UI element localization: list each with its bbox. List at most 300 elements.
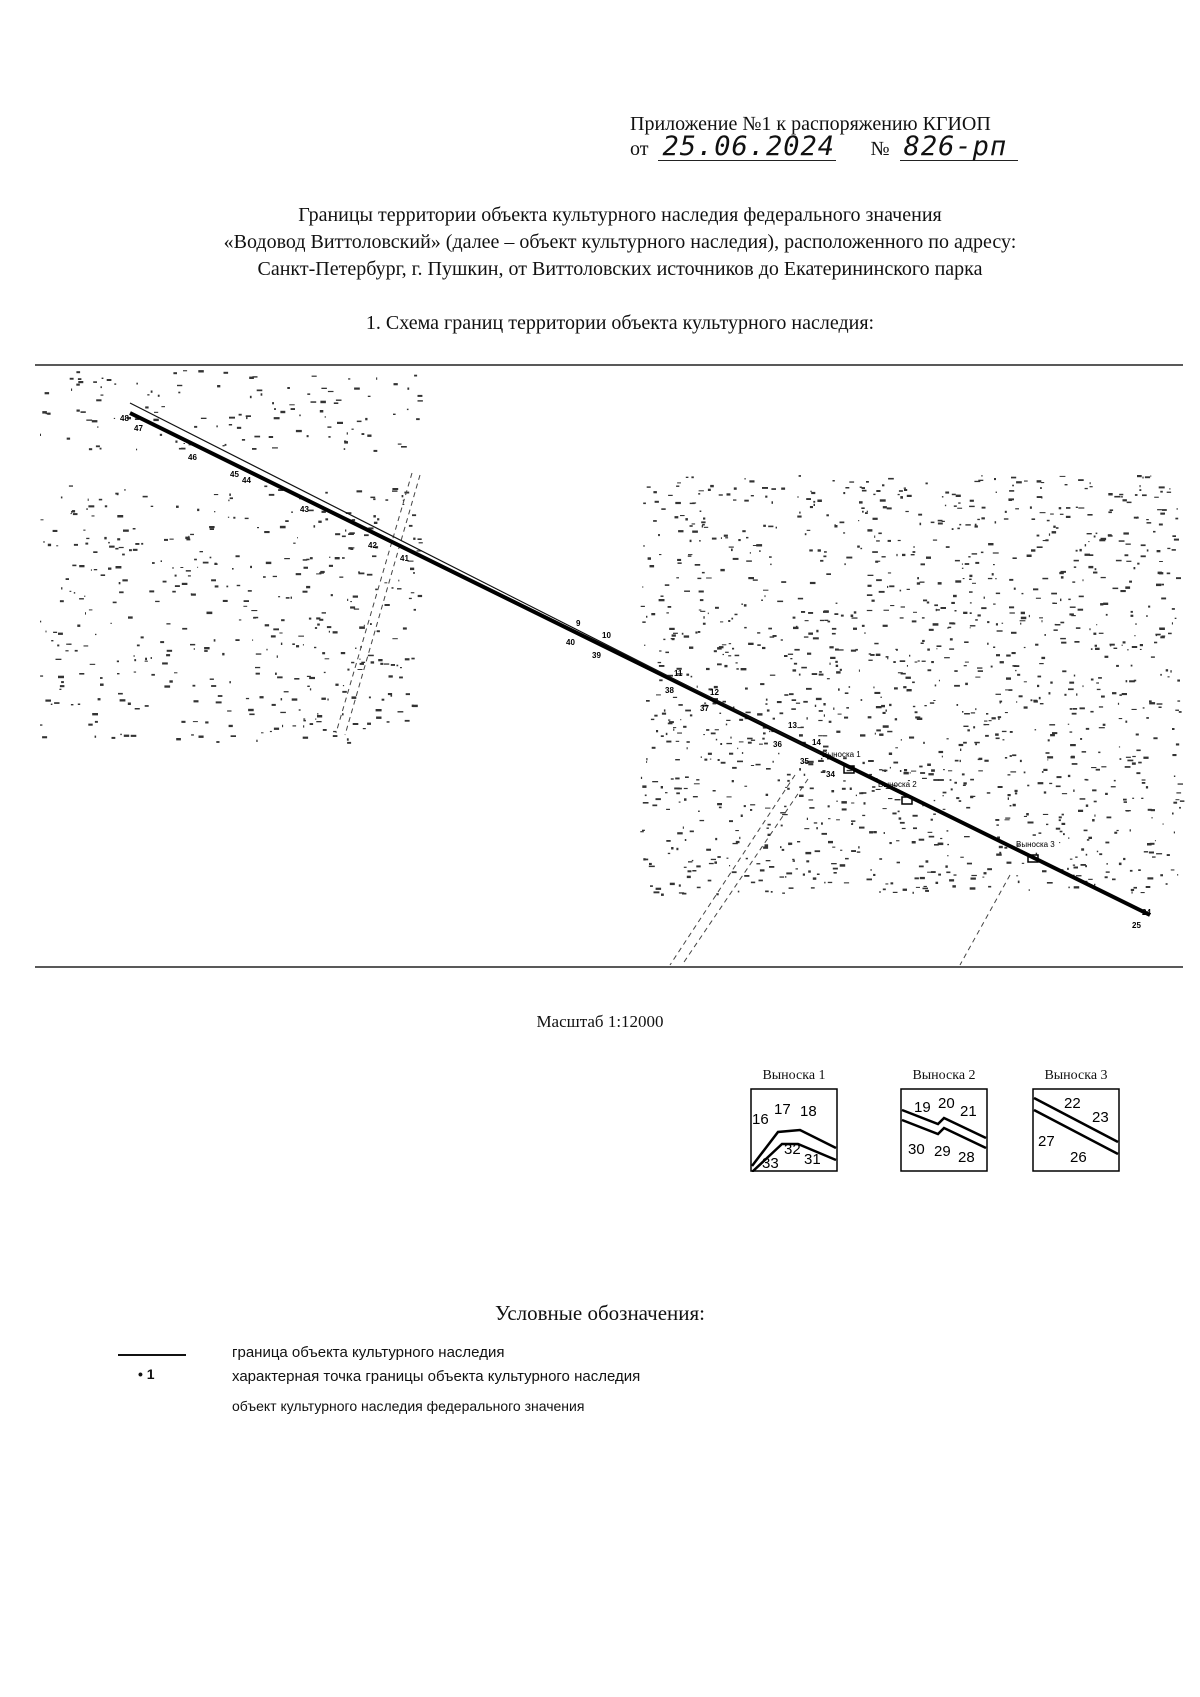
map-speckle (725, 652, 729, 653)
map-speckle (56, 545, 58, 546)
map-speckle (344, 448, 346, 450)
map-speckle (1016, 481, 1022, 483)
map-speckle (659, 554, 661, 555)
map-speckle (1092, 819, 1095, 822)
map-speckle (183, 370, 187, 371)
map-speckle (1122, 645, 1123, 646)
map-speckle (846, 707, 849, 709)
map-speckle (861, 792, 866, 794)
map-speckle (858, 846, 859, 848)
map-speckle (175, 585, 180, 587)
map-speckle (102, 378, 104, 379)
map-speckle (1024, 647, 1026, 648)
map-speckle (996, 623, 998, 625)
map-speckle (59, 689, 61, 690)
map-speckle (787, 788, 790, 790)
map-speckle (246, 698, 249, 699)
map-speckle (1091, 648, 1093, 650)
map-speckle (232, 568, 234, 570)
map-speckle (266, 649, 267, 651)
map-speckle (367, 723, 371, 725)
map-speckle (359, 626, 365, 629)
map-speckle (888, 478, 894, 480)
map-speckle (331, 594, 333, 596)
map-speckle (1101, 696, 1105, 698)
map-speckle (656, 730, 658, 732)
map-speckle (1032, 518, 1036, 520)
map-speckle (1142, 494, 1147, 496)
map-speckle (318, 521, 321, 523)
map-speckle (1132, 891, 1133, 893)
map-speckle (53, 632, 57, 633)
map-speckle (1166, 669, 1168, 671)
map-speckle (776, 527, 777, 529)
map-speckle (161, 406, 165, 407)
map-speckle (804, 828, 809, 829)
map-speckle (1015, 670, 1016, 671)
map-speckle (942, 756, 943, 758)
map-speckle (315, 719, 316, 720)
map-speckle (1076, 550, 1078, 552)
map-speckle (1054, 629, 1058, 631)
map-speckle (890, 605, 894, 606)
map-speckle (352, 696, 357, 699)
map-speckle (883, 889, 886, 891)
map-speckle (310, 557, 313, 559)
map-speckle (772, 501, 774, 504)
map-speckle (307, 435, 309, 437)
map-speckle (347, 669, 349, 671)
map-speckle (307, 393, 310, 395)
map-speckle (226, 586, 228, 588)
map-speckle (921, 643, 924, 645)
map-speckle (185, 537, 190, 540)
map-speckle (1068, 838, 1069, 839)
map-speckle (170, 539, 174, 540)
map-speckle (51, 704, 53, 705)
map-background-texture (40, 370, 1184, 896)
map-speckle (978, 670, 983, 672)
map-speckle (799, 475, 801, 477)
map-speckle (739, 837, 740, 839)
map-speckle (873, 687, 874, 689)
map-speckle (748, 643, 754, 645)
map-speckle (887, 586, 888, 588)
map-speckle (1042, 771, 1044, 773)
map-speckle (117, 515, 123, 518)
map-speckle (744, 786, 747, 787)
map-speckle (714, 650, 717, 652)
map-speckle (737, 761, 743, 763)
map-speckle (876, 706, 882, 708)
map-speckle (828, 805, 830, 807)
map-speckle (934, 604, 938, 606)
map-speckle (982, 877, 984, 878)
map-speckle (919, 766, 922, 768)
map-speckle (861, 507, 864, 509)
map-speckle (686, 674, 689, 676)
map-speckle (347, 432, 348, 434)
map-speckle (1046, 752, 1050, 754)
map-speckle (894, 687, 898, 689)
map-speckle (1141, 544, 1146, 546)
map-speckle (900, 660, 906, 662)
map-speckle (1080, 549, 1082, 552)
map-speckle (115, 548, 118, 550)
map-speckle (182, 583, 188, 585)
map-speckle (872, 790, 875, 792)
map-speckle (289, 404, 294, 405)
map-speckle (876, 579, 882, 581)
map-speckle (1008, 689, 1012, 691)
map-speckle (197, 509, 199, 511)
map-speckle (698, 811, 700, 812)
map-speckle (333, 731, 336, 732)
map-speckle (124, 735, 129, 737)
appendix-text: Приложение №1 к распоряжению КГИОП (630, 113, 991, 135)
map-speckle (962, 564, 963, 565)
map-speckle (161, 560, 162, 562)
map-speckle (1134, 887, 1138, 889)
map-speckle (204, 650, 208, 652)
map-speckle (81, 411, 86, 413)
point-label: 9 (576, 619, 581, 628)
map-speckle (77, 410, 80, 412)
map-speckle (280, 411, 285, 413)
map-speckle (982, 507, 986, 509)
map-speckle (719, 646, 724, 648)
map-speckle (248, 709, 254, 711)
map-speckle (1105, 876, 1108, 878)
map-speckle (373, 498, 375, 500)
map-speckle (1127, 649, 1128, 650)
map-speckle (935, 685, 937, 687)
map-speckle (744, 604, 747, 606)
map-speckle (659, 650, 661, 651)
map-speckle (353, 596, 358, 598)
map-speckle (73, 513, 78, 515)
map-speckle (888, 572, 891, 573)
map-speckle (706, 668, 710, 670)
map-speckle (1160, 874, 1163, 876)
map-speckle (813, 637, 819, 639)
map-speckle (242, 439, 245, 441)
map-speckle (294, 678, 299, 680)
map-speckle (61, 497, 63, 499)
map-speckle (971, 712, 975, 713)
map-speckle (827, 678, 830, 679)
map-speckle (360, 663, 364, 665)
map-speckle (685, 518, 688, 520)
map-speckle (805, 620, 809, 621)
map-speckle (378, 659, 382, 661)
map-speckle (78, 381, 83, 383)
map-speckle (781, 581, 786, 583)
map-speckle (951, 602, 955, 604)
map-speckle (710, 759, 711, 760)
map-speckle (926, 557, 931, 559)
map-speckle (70, 378, 74, 380)
map-speckle (145, 658, 147, 661)
map-speckle (727, 796, 732, 797)
map-speckle (780, 812, 785, 813)
map-speckle (957, 508, 962, 509)
map-speckle (1046, 824, 1048, 825)
point-label: 12 (710, 688, 719, 697)
map-speckle (400, 667, 402, 668)
map-speckle (792, 859, 794, 860)
map-speckle (372, 555, 376, 557)
map-speckle (393, 414, 396, 415)
map-speckle (945, 505, 946, 507)
map-speckle (321, 698, 326, 700)
map-speckle (683, 726, 686, 728)
point-label: 21 (960, 1103, 977, 1120)
map-speckle (1151, 809, 1155, 811)
map-speckle (328, 436, 330, 438)
map-speckle (810, 506, 813, 508)
map-speckle (896, 554, 897, 556)
map-speckle (371, 661, 375, 663)
map-speckle (813, 877, 817, 879)
map-speckle (200, 551, 204, 552)
map-speckle (684, 798, 687, 801)
map-speckle (919, 866, 924, 868)
map-speckle (931, 522, 935, 524)
map-speckle (1004, 518, 1009, 519)
map-speckle (799, 512, 800, 514)
map-speckle (721, 537, 722, 539)
map-speckle (1159, 524, 1163, 526)
map-speckle (162, 662, 168, 664)
map-speckle (1013, 804, 1016, 807)
map-speckle (1167, 854, 1170, 856)
map-speckle (1061, 571, 1067, 573)
map-speckle (1091, 767, 1096, 768)
map-speckle (1125, 766, 1131, 768)
map-speckle (1127, 502, 1132, 504)
map-speckle (810, 788, 814, 790)
map-speckle (1083, 579, 1084, 581)
map-speckle (1159, 572, 1163, 574)
map-speckle (879, 891, 881, 892)
map-speckle (868, 585, 872, 587)
map-speckle (729, 547, 734, 548)
map-speckle (194, 648, 195, 649)
map-speckle (236, 555, 240, 557)
map-speckle (744, 500, 749, 502)
map-speckle (325, 416, 326, 418)
map-speckle (1040, 487, 1042, 489)
map-speckle (280, 526, 286, 529)
map-speckle (744, 627, 747, 629)
map-speckle (310, 723, 314, 725)
map-speckle (402, 504, 404, 505)
map-speckle (322, 652, 325, 654)
map-speckle (269, 436, 273, 438)
map-speckle (333, 735, 338, 737)
map-speckle (229, 417, 235, 419)
map-speckle (45, 392, 50, 394)
map-speckle (768, 824, 771, 826)
map-speckle (1031, 699, 1033, 701)
map-speckle (809, 807, 814, 809)
map-speckle (793, 669, 797, 671)
map-speckle (303, 725, 304, 727)
map-speckle (866, 481, 869, 483)
map-speckle (934, 844, 939, 846)
point-label: 37 (700, 704, 709, 713)
map-speckle (833, 708, 834, 710)
map-speckle (768, 526, 773, 528)
map-speckle (229, 424, 232, 426)
map-speckle (770, 564, 771, 566)
map-speckle (342, 713, 344, 715)
map-speckle (1135, 494, 1138, 496)
map-speckle (1010, 755, 1012, 757)
map-speckle (402, 495, 404, 497)
legend-title: Условные обозначения: (494, 1301, 706, 1325)
map-speckle (1131, 889, 1134, 891)
map-speckle (876, 654, 881, 656)
map-speckle (1123, 499, 1127, 501)
map-speckle (1157, 550, 1161, 552)
map-speckle (884, 610, 890, 611)
map-speckle (347, 742, 351, 744)
callout-2 (898, 1068, 990, 1172)
point-label: 47 (134, 424, 143, 433)
map-speckle (857, 546, 860, 548)
map-speckle (933, 623, 939, 626)
map-speckle (965, 662, 969, 663)
map-speckle (879, 858, 882, 860)
map-speckle (1093, 633, 1096, 635)
map-speckle (1011, 632, 1017, 634)
map-speckle (640, 831, 644, 832)
map-speckle (1050, 682, 1052, 684)
map-speckle (675, 516, 679, 518)
map-speckle (928, 832, 933, 833)
map-speckle (348, 547, 352, 549)
map-speckle (886, 656, 889, 658)
map-speckle (84, 596, 85, 597)
map-speckle (410, 568, 414, 571)
map-speckle (1040, 512, 1046, 513)
legend-item: граница объекта культурного наследия (232, 1344, 505, 1361)
map-speckle (1005, 757, 1007, 759)
map-speckle (367, 435, 371, 437)
map-speckle (651, 719, 654, 720)
map-speckle (164, 685, 170, 687)
map-speckle (943, 769, 945, 770)
map-speckle (136, 449, 137, 451)
map-speckle (769, 556, 772, 558)
map-speckle (861, 699, 863, 701)
map-speckle (1049, 533, 1050, 535)
map-speckle (814, 504, 816, 506)
map-speckle (1068, 599, 1070, 601)
map-speckle (645, 795, 647, 797)
map-speckle (215, 585, 219, 587)
map-speckle (194, 700, 199, 702)
map-speckle (1101, 538, 1107, 540)
map-speckle (948, 627, 951, 628)
map-speckle (1036, 598, 1041, 599)
map-speckle (642, 830, 645, 831)
map-speckle (218, 695, 223, 697)
map-speckle (953, 595, 957, 597)
map-speckle (1180, 800, 1185, 802)
map-speckle (936, 882, 939, 884)
map-speckle (988, 886, 991, 888)
map-speckle (1059, 842, 1060, 843)
map-speckle (984, 597, 985, 599)
map-speckle (224, 372, 229, 374)
map-speckle (799, 734, 803, 736)
map-speckle (904, 489, 907, 491)
map-speckle (261, 732, 264, 733)
map-speckle (696, 865, 700, 867)
map-speckle (664, 709, 666, 711)
map-speckle (653, 520, 657, 522)
map-speckle (954, 782, 957, 784)
map-speckle (1037, 685, 1039, 687)
map-speckle (122, 554, 125, 556)
map-speckle (314, 647, 316, 648)
map-speckle (756, 863, 760, 864)
map-speckle (1017, 674, 1020, 676)
map-speckle (1177, 508, 1178, 509)
map-speckle (277, 676, 283, 678)
map-speckle (100, 448, 102, 450)
map-speckle (284, 691, 289, 692)
map-speckle (675, 502, 681, 504)
map-speckle (1070, 744, 1076, 746)
map-speckle (867, 879, 873, 881)
map-speckle (959, 800, 962, 802)
map-speckle (836, 819, 840, 820)
map-speckle (119, 582, 121, 584)
map-speckle (347, 599, 348, 601)
map-speckle (348, 533, 354, 535)
map-speckle (847, 770, 852, 771)
map-speckle (315, 627, 317, 629)
map-speckle (306, 586, 310, 588)
map-speckle (851, 803, 854, 804)
map-speckle (790, 658, 792, 659)
map-speckle (1047, 882, 1053, 884)
map-speckle (960, 857, 964, 858)
map-speckle (933, 700, 935, 701)
map-speckle (273, 628, 279, 630)
map-speckle (1022, 593, 1024, 594)
map-speckle (716, 739, 717, 741)
map-speckle (1153, 737, 1157, 739)
map-speckle (698, 631, 701, 633)
map-speckle (687, 876, 691, 878)
map-speckle (253, 617, 258, 619)
map-speckle (868, 575, 874, 576)
map-speckle (307, 676, 311, 677)
map-speckle (721, 762, 726, 764)
map-speckle (382, 699, 385, 701)
map-speckle (69, 644, 71, 645)
map-speckle (891, 882, 894, 884)
map-speckle (1060, 599, 1061, 602)
map-speckle (1137, 563, 1139, 565)
map-speckle (77, 625, 80, 627)
map-speckle (915, 711, 918, 713)
